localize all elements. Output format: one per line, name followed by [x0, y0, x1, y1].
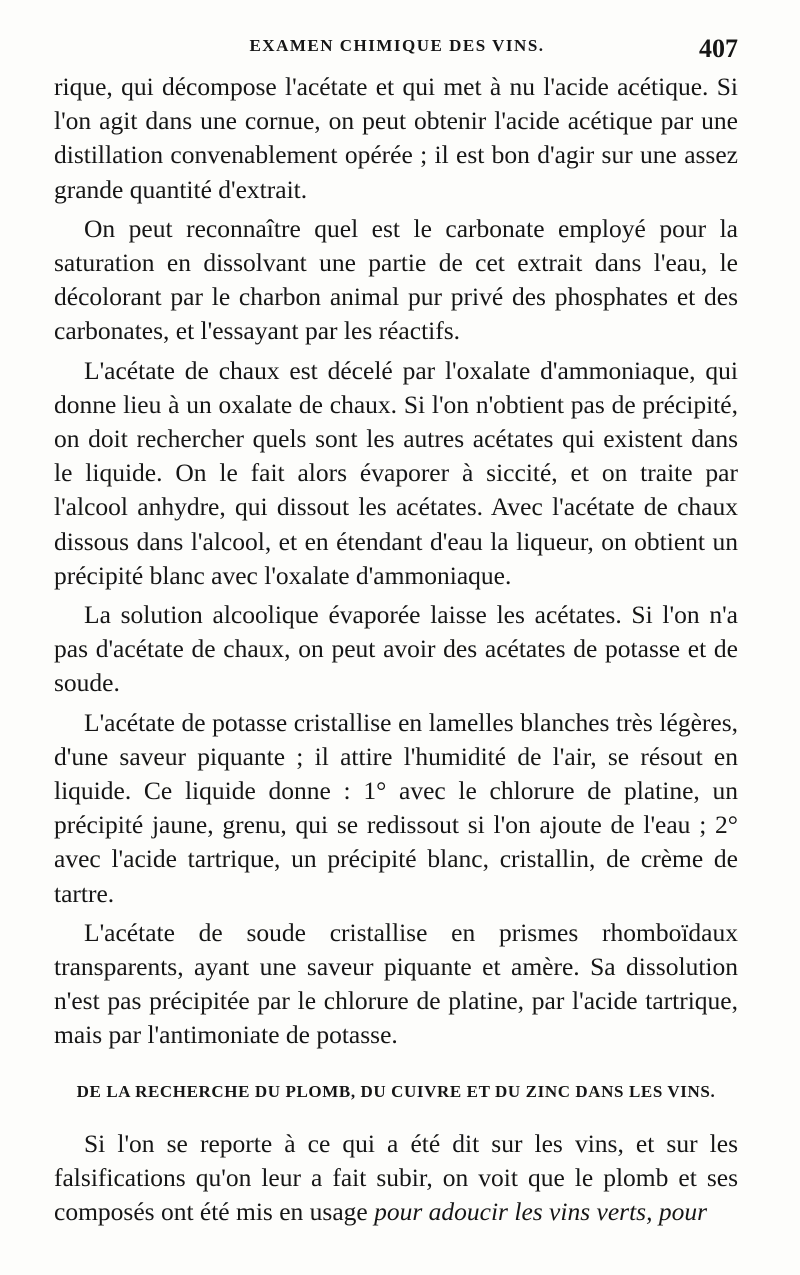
- paragraph-solution-alcoolique: La solution alcoolique évaporée laisse les acétates. Si l'on n'a pas d'acétate de chaux, on peut avoir des acétates de potasse et de soude.: [54, 600, 738, 698]
- running-head: [56, 34, 738, 70]
- body-text: [54, 70, 738, 1229]
- paragraph-acetate-chaux: L'acétate de chaux est décelé par l'oxalate d'ammoniaque, qui donne lieu à un oxalate de chaux. Si l'on n'obtient pas de précipité, on doit rechercher quels sont les autres acétates qui existent dans le liquide. On le fait alors évaporer à siccité, et on traite par l'alcool anhydre, qui dissout les acétates. Avec l'acétate de chaux dissous dans l'alcool, et en étendant d'eau la liqueur, on obtient un précipité blanc avec l'oxalate d'ammoniaque.: [54, 355, 738, 590]
- paragraph-acetate-potasse: L'acétate de potasse cristallise en lamelles blanches très légères, d'une saveur piquante ; il attire l'humidité de l'air, se résout en liquide. Ce liquide donne : 1° avec le chlorure de platine, un précipité jaune, grenu, qui se redissout si l'on ajoute de l'eau ; 2° avec l'acide tartrique, un précipité blanc, cristallin, de crème de tartre.: [54, 707, 738, 908]
- paragraph-continuation: rique, qui décompose l'acétate et qui met à nu l'acide acétique. Si l'on agit dans une cornue, on peut obtenir l'acide acétique par une distillation convenablement opérée ; il est bon d'agir sur une assez grande quantité d'extrait.: [54, 72, 738, 204]
- page-number: 407: [699, 34, 738, 63]
- section-heading: DE LA RECHERCHE DU PLOMB, DU CUIVRE ET DU ZINC DANS LES VINS.: [76, 1081, 716, 1101]
- running-title: EXAMEN CHIMIQUE DES VINS.: [249, 36, 545, 55]
- paragraph-carbonate: On peut reconnaître quel est le carbonate employé pour la saturation en dissolvant une partie de cet extrait dans l'eau, le décolorant par le charbon animal pur privé des phosphates et des carbonates, et l'essayant par les réactifs.: [54, 213, 738, 346]
- paragraph-section-intro: [54, 1127, 738, 1230]
- paragraph-acetate-soude: L'acétate de soude cristallise en prismes rhomboïdaux transparents, ayant une saveur piquante et amère. Sa dissolution n'est pas précipitée par le chlorure de platine, par l'acide tartrique, mais par l'antimoniate de potasse.: [54, 917, 738, 1050]
- section-intro-italic-text: pour adoucir les vins verts, pour: [374, 1197, 708, 1227]
- section-intro-text: Si l'on se reporte à ce qui a été dit sur les vins, et sur les falsifications qu'on leur a fait subir, on voit que le plomb et ses composés ont été mis en usage: [54, 1128, 738, 1227]
